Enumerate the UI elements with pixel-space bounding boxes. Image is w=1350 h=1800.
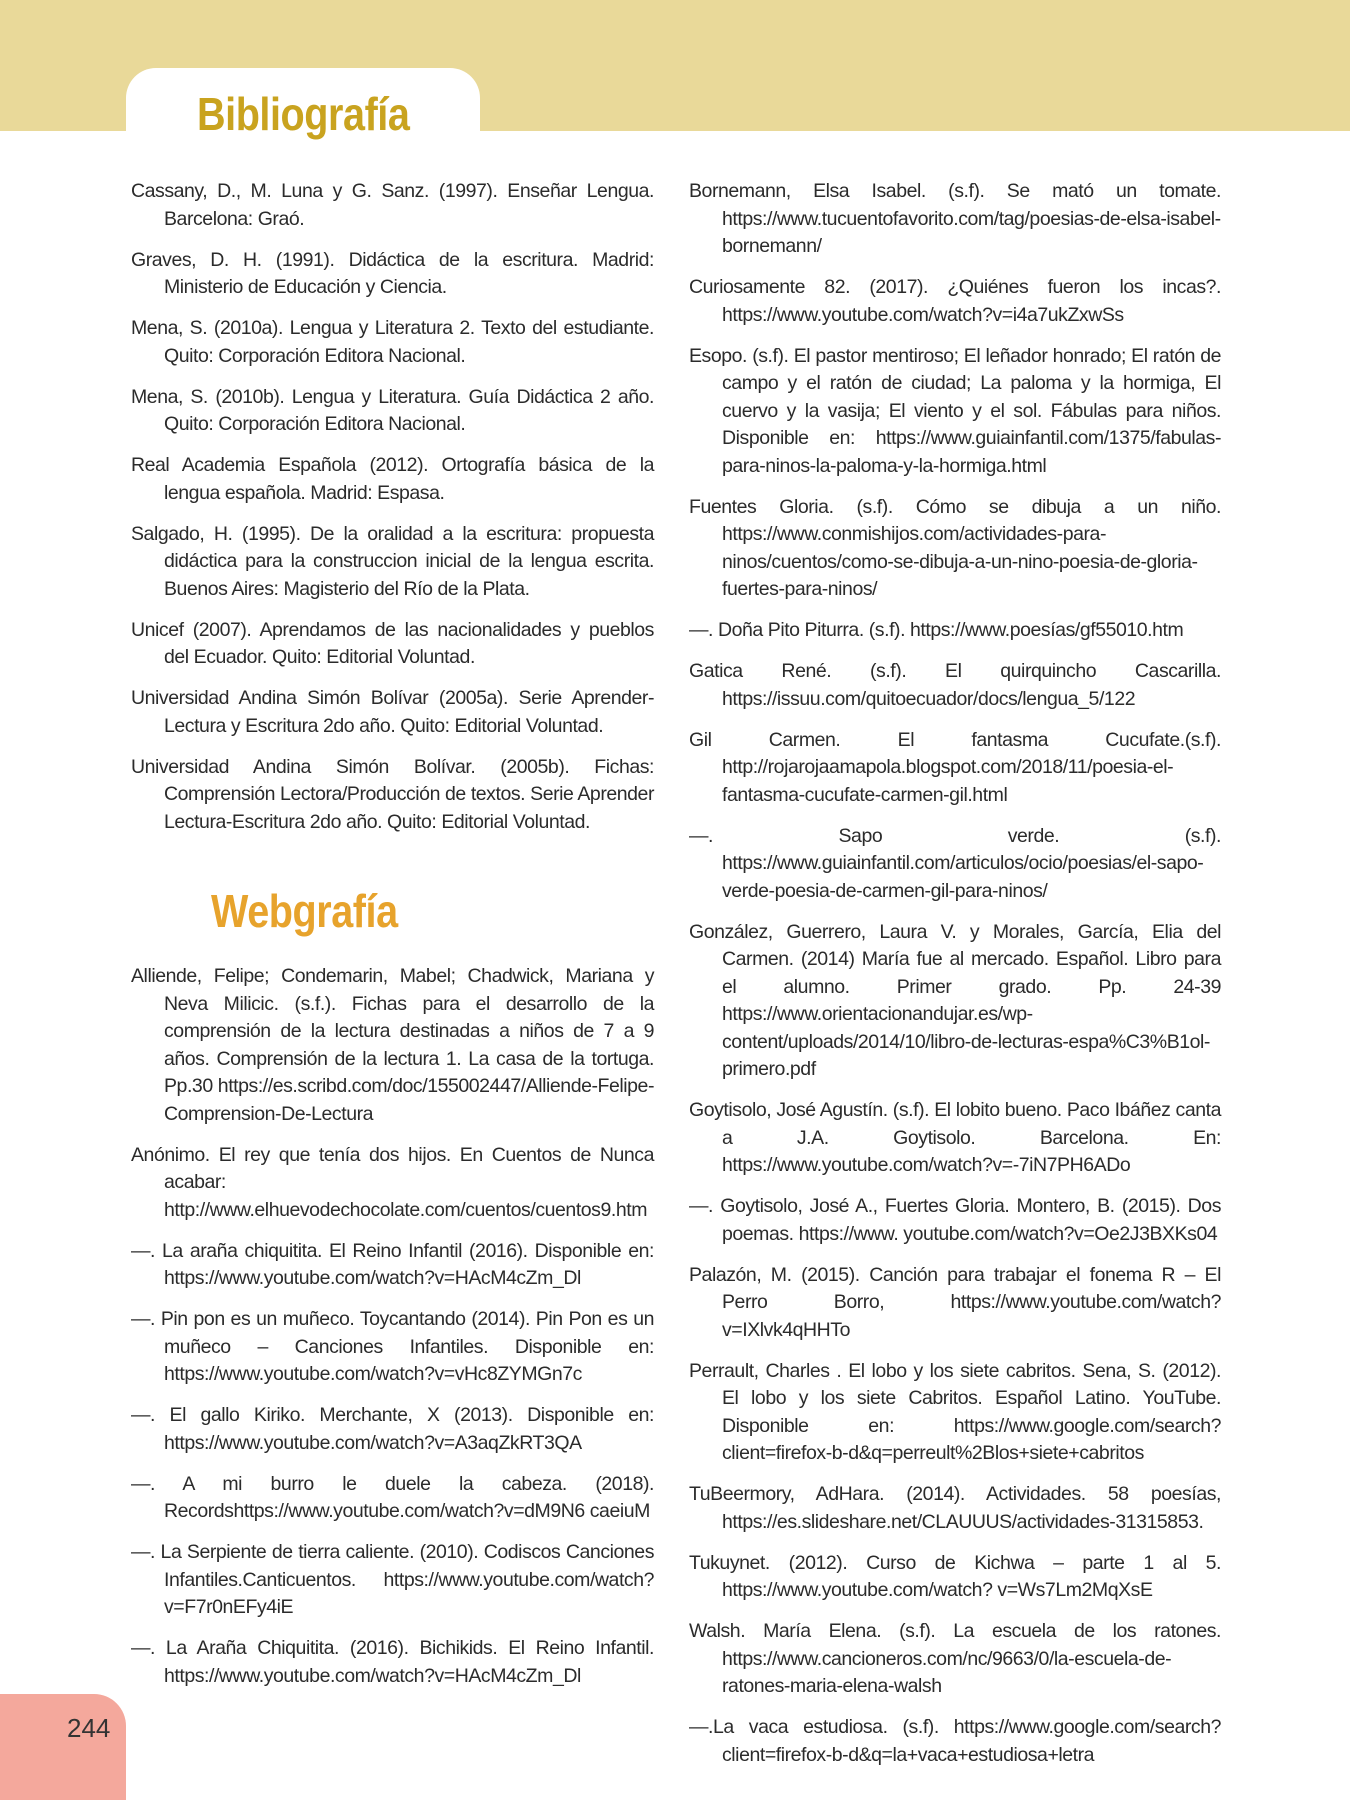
- bibliography-entry: Graves, D. H. (1991). Didáctica de la escritura. Madrid: Ministerio de Educación y Ciencia.: [131, 248, 654, 298]
- bibliography-entry: Cassany, D., M. Luna y G. Sanz. (1997). Enseñar Lengua. Barcelona: Graó.: [131, 180, 654, 230]
- webgraphy-entry: Curiosamente 82. (2017). ¿Quiénes fueron los incas?. https://www.youtube.com/watch?v=i4a7ukZxwSs: [689, 276, 1221, 326]
- webgraphy-entry: —.La vaca estudiosa. (s.f). https://www.google.com/search?client=firefox-b-d&q=la+vaca+estudiosa+letra: [689, 1716, 1221, 1766]
- webgraphy-entry: Palazón, M. (2015). Canción para trabajar el fonema R – El Perro Borro, https://www.youtube.com/watch?v=IXlvk4qHHTo: [689, 1263, 1221, 1341]
- bibliography-entry: Universidad Andina Simón Bolívar (2005a). Serie Aprender-Lectura y Escritura 2do año. Quito: Editorial Voluntad.: [131, 687, 654, 737]
- webgraphy-list-right: [689, 178, 1221, 1783]
- webgraphy-entry: Gatica René. (s.f). El quirquincho Cascarilla. https://issuu.com/quitoecuador/docs/lengua_5/122: [689, 660, 1221, 710]
- bibliography-entry: Mena, S. (2010a). Lengua y Literatura 2. Texto del estudiante. Quito: Corporación Editora Nacional.: [131, 317, 654, 367]
- webgraphy-entry: Alliende, Felipe; Condemarin, Mabel; Chadwick, Mariana y Neva Milicic. (s.f.). Fichas para el desarrollo de la comprensión de la lectura destinadas a niños de 7 a 9 años. Comprensión de la lectura 1. La casa de la tortuga. Pp.30 https://es.scribd.com/doc/155002447/Alliende-Felipe-Comprension-De-Lectura: [131, 965, 654, 1125]
- page-title: Bibliografía: [197, 88, 410, 140]
- bibliography-entry: Universidad Andina Simón Bolívar. (2005b). Fichas: Comprensión Lectora/Producción de textos. Serie Aprender Lectura-Escritura 2do año. Quito: Editorial Voluntad.: [131, 755, 654, 833]
- webgraphy-entry: TuBeermory, AdHara. (2014). Actividades. 58 poesías, https://es.slideshare.net/CLAUUUS/actividades-31315853.: [689, 1483, 1221, 1533]
- webgraphy-entry: —. La Araña Chiquitita. (2016). Bichikids. El Reino Infantil. https://www.youtube.com/watch?v=HAcM4cZm_Dl: [131, 1637, 654, 1687]
- webgraphy-entry: Fuentes Gloria. (s.f). Cómo se dibuja a un niño. https://www.conmishijos.com/actividades-para-ninos/cuentos/como-se-dibuja-a-un-nino-poesia-de-gloria-fuertes-para-ninos/: [689, 495, 1221, 600]
- webgraphy-entry: Gil Carmen. El fantasma Cucufate.(s.f). http://rojarojaamapola.blogspot.com/2018/11/poesia-el-fantasma-cucufate-carmen-gil.html: [689, 728, 1221, 806]
- webgraphy-entry: González, Guerrero, Laura V. y Morales, García, Elia del Carmen. (2014) María fue al mercado. Español. Libro para el alumno. Primer grado. Pp. 24-39 https://www.orientacionandujar.es/wp-content/uploads/2014/10/libro-de-lecturas-espa%C3%B1ol-primero.pdf: [689, 920, 1221, 1080]
- webgraphy-entry: Tukuynet. (2012). Curso de Kichwa – parte 1 al 5. https://www.youtube.com/watch? v=Ws7Lm2MqXsE: [689, 1551, 1221, 1601]
- bibliography-entry: Unicef (2007). Aprendamos de las nacionalidades y pueblos del Ecuador. Quito: Editorial Voluntad.: [131, 618, 654, 668]
- webgraphy-entry: —. Sapo verde. (s.f). https://www.guiainfantil.com/articulos/ocio/poesias/el-sapo-verde-poesia-de-carmen-gil-para-ninos/: [689, 824, 1221, 902]
- webgraphy-heading: Webgrafía: [211, 885, 398, 937]
- webgraphy-entry: Goytisolo, José Agustín. (s.f). El lobito bueno. Paco Ibáñez canta a J.A. Goytisolo. Barcelona. En: https://www.youtube.com/watch?v=-7iN7PH6ADo: [689, 1099, 1221, 1176]
- webgraphy-entry: —. El gallo Kiriko. Merchante, X (2013). Disponible en: https://www.youtube.com/watch?v=A3aqZkRT3QA: [131, 1404, 654, 1454]
- bibliography-list: [131, 178, 654, 850]
- page-number: 244: [67, 1713, 111, 1743]
- webgraphy-entry: —. Doña Pito Piturra. (s.f). https://www.poesías/gf55010.htm: [689, 619, 1184, 641]
- page-number-tab: [0, 1694, 126, 1800]
- webgraphy-entry: —. Pin pon es un muñeco. Toycantando (2014). Pin Pon es un muñeco – Canciones Infantiles. Disponible en: https://www.youtube.com/watch?v=vHc8ZYMGn7c: [131, 1308, 654, 1385]
- bibliography-entry: Mena, S. (2010b). Lengua y Literatura. Guía Didáctica 2 año. Quito: Corporación Editora Nacional.: [131, 385, 654, 435]
- webgraphy-list-left: [131, 963, 654, 1704]
- webgraphy-entry: Walsh. María Elena. (s.f). La escuela de los ratones. https://www.cancioneros.com/nc/9663/0/la-escuela-de-ratones-maria-elena-walsh: [689, 1620, 1221, 1697]
- webgraphy-entry: Perrault, Charles . El lobo y los siete cabritos. Sena, S. (2012). El lobo y los siete Cabritos. Español Latino. YouTube. Disponible en: https://www.google.com/search?client=firefox-b-d&q=perreult%2Blos+siete+cabritos: [689, 1359, 1221, 1464]
- webgraphy-entry: —. La Serpiente de tierra caliente. (2010). Codiscos Canciones Infantiles.Canticuentos. https://www.youtube.com/watch?v=F7r0nEFy4iE: [131, 1541, 654, 1618]
- bibliography-entry: Real Academia Española (2012). Ortografía básica de la lengua española. Madrid: Espasa.: [131, 454, 654, 504]
- webgraphy-entry: —. A mi burro le duele la cabeza. (2018). Recordshttps://www.youtube.com/watch?v=dM9N6 caeiuM: [131, 1472, 654, 1522]
- webgraphy-entry: Anónimo. El rey que tenía dos hijos. En Cuentos de Nunca acabar: http://www.elhuevodechocolate.com/cuentos/cuentos9.htm: [131, 1143, 654, 1221]
- webgraphy-entry: —. La araña chiquitita. El Reino Infantil (2016). Disponible en: https://www.youtube.com/watch?v=HAcM4cZm_Dl: [131, 1239, 654, 1289]
- webgraphy-entry: Esopo. (s.f). El pastor mentiroso; El leñador honrado; El ratón de campo y el ratón de ciudad; La paloma y la hormiga, El cuervo y la vasija; El viento y el sol. Fábulas para niños. Disponible en: https://www.guiainfantil.com/1375/fabulas-para-ninos-la-paloma-y-la-hormiga.html: [689, 344, 1221, 477]
- webgraphy-entry: —. Goytisolo, José A., Fuertes Gloria. Montero, B. (2015). Dos poemas. https://www. youtube.com/watch?v=Oe2J3BXKs04: [689, 1195, 1221, 1245]
- bibliography-entry: Salgado, H. (1995). De la oralidad a la escritura: propuesta didáctica para la construccion inicial de la lengua escrita. Buenos Aires: Magisterio del Río de la Plata.: [131, 522, 654, 600]
- webgraphy-entry: Bornemann, Elsa Isabel. (s.f). Se mató un tomate. https://www.tucuentofavorito.com/tag/poesias-de-elsa-isabel-bornemann/: [689, 180, 1221, 257]
